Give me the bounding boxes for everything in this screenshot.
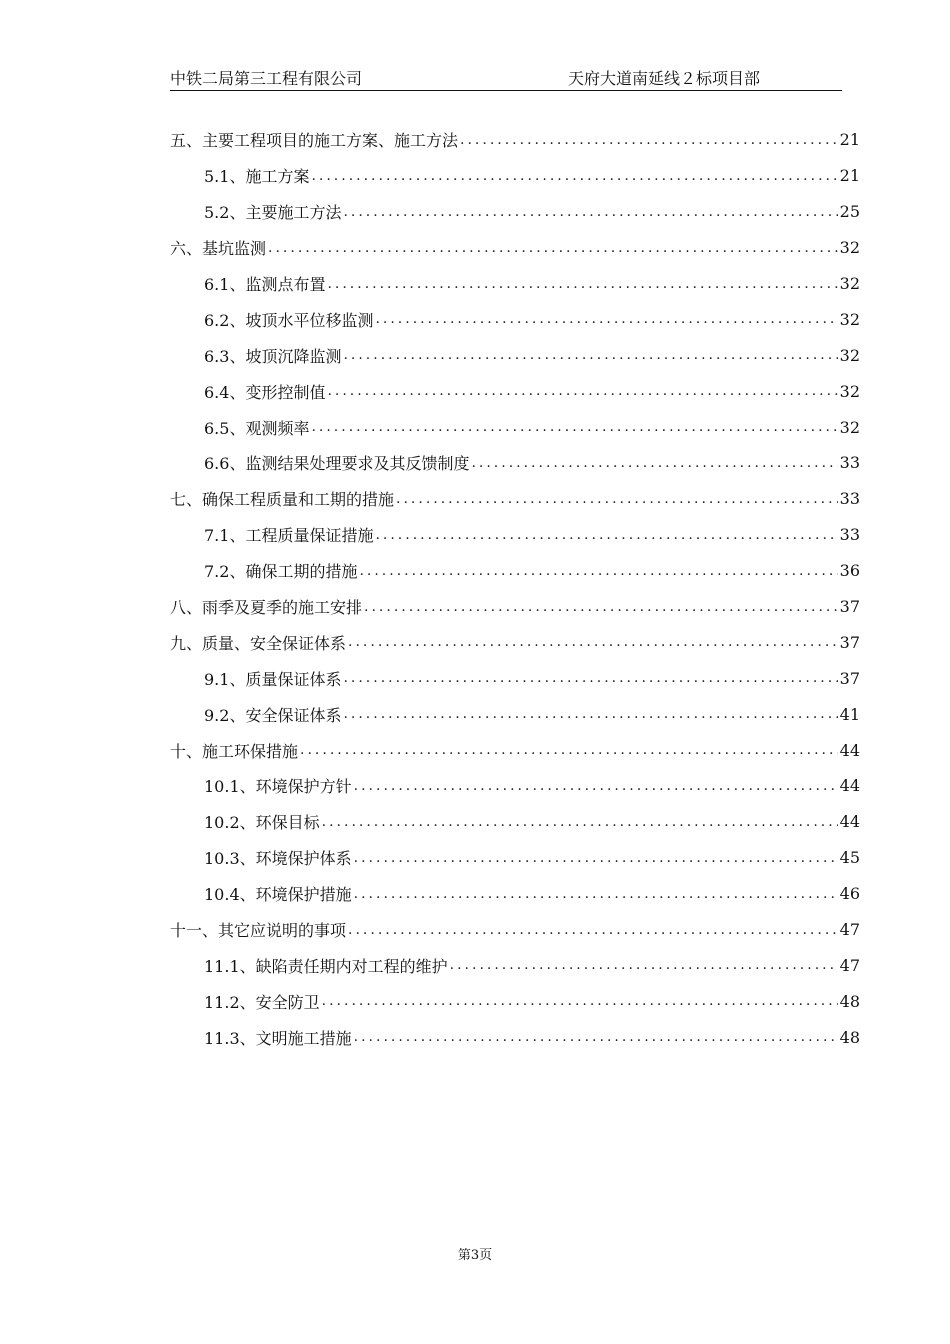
toc-entry-title: 6.1、监测点布置 [204,275,326,294]
toc-dot-leader [364,600,838,614]
toc-entry-page-number: 21 [839,166,860,186]
toc-entry-page-number: 44 [839,776,860,796]
toc-entry-title: 5.1、施工方案 [204,167,310,187]
toc-entry-title: 11.3、文明施工措施 [204,1028,352,1048]
toc-section-entry[interactable] [170,266,860,302]
toc-dot-leader [396,492,838,506]
toc-entry-page-number: 25 [839,202,860,222]
toc-entry-title: 6.2、坡顶水平位移监测 [204,310,374,330]
toc-dot-leader [327,277,837,291]
toc-entry-page-number: 45 [839,848,860,868]
toc-dot-leader [354,779,838,793]
toc-dot-leader [354,1030,838,1044]
toc-dot-leader [311,420,837,434]
toc-entry-title: 6.3、坡顶沉降监测 [204,346,342,366]
toc-entry-title: 九、质量、安全保证体系 [170,633,347,653]
toc-entry-page-number: 48 [839,991,860,1011]
toc-section-entry[interactable] [170,301,860,337]
toc-chapter-entry[interactable] [170,589,860,625]
toc-dot-leader [322,815,838,829]
toc-entry-title: 六、基坑监测 [170,239,267,259]
toc-dot-leader [268,241,838,255]
toc-section-entry[interactable] [170,840,860,876]
toc-entry-title: 10.1、环境保护方针 [204,777,352,797]
toc-dot-leader [343,671,837,685]
toc-entry-page-number: 37 [839,597,860,617]
table-of-contents [170,122,860,1055]
toc-entry-page-number: 32 [839,274,860,293]
toc-chapter-entry[interactable] [170,122,860,158]
toc-entry-page-number: 32 [839,345,860,365]
toc-dot-leader [348,635,838,649]
toc-chapter-entry[interactable] [170,912,860,948]
toc-dot-leader [471,456,837,470]
toc-entry-title: 五、主要工程项目的施工方案、施工方法 [170,131,459,151]
page-header [170,68,842,91]
toc-section-entry[interactable] [170,194,860,230]
toc-entry-title: 7.1、工程质量保证措施 [204,526,374,546]
toc-dot-leader [327,384,837,398]
toc-section-entry[interactable] [170,409,860,445]
toc-dot-leader [348,923,838,937]
toc-dot-leader [354,851,838,865]
toc-section-entry[interactable] [170,804,860,840]
toc-entry-title: 八、雨季及夏季的施工安排 [170,598,363,618]
toc-entry-page-number: 33 [839,525,860,545]
toc-dot-leader [460,133,838,147]
toc-entry-page-number: 47 [839,920,860,940]
toc-entry-page-number: 37 [839,668,860,688]
toc-dot-leader [375,528,837,542]
toc-entry-page-number: 41 [839,704,860,724]
toc-chapter-entry[interactable] [170,230,860,266]
toc-entry-title: 6.4、变形控制值 [204,382,326,402]
toc-entry-title: 10.3、环境保护体系 [204,849,352,869]
toc-dot-leader [300,743,838,757]
toc-section-entry[interactable] [170,337,860,373]
header-company: 中铁二局第三工程有限公司 [170,69,363,88]
toc-entry-title: 9.1、质量保证体系 [204,669,342,689]
toc-section-entry[interactable] [170,696,860,732]
toc-dot-leader [375,312,837,326]
toc-entry-title: 11.2、安全防卫 [204,992,320,1012]
toc-section-entry[interactable] [170,1019,860,1055]
toc-section-entry[interactable] [170,158,860,194]
toc-entry-page-number: 37 [839,632,860,652]
toc-dot-leader [311,169,837,183]
toc-entry-page-number: 48 [839,1027,860,1047]
toc-section-entry[interactable] [170,947,860,983]
toc-section-entry[interactable] [170,876,860,912]
toc-dot-leader [343,205,837,219]
toc-entry-page-number: 32 [839,381,860,401]
toc-entry-title: 6.6、监测结果处理要求及其反馈制度 [204,454,470,474]
toc-entry-page-number: 33 [839,489,860,509]
toc-entry-page-number: 32 [839,417,860,437]
toc-entry-title: 7.2、确保工期的措施 [204,562,358,582]
toc-section-entry[interactable] [170,445,860,481]
page-number: 第3页 [457,1248,493,1263]
toc-entry-page-number: 36 [839,561,860,581]
toc-section-entry[interactable] [170,517,860,553]
toc-chapter-entry[interactable] [170,481,860,517]
toc-dot-leader [354,887,838,901]
toc-section-entry[interactable] [170,660,860,696]
toc-entry-title: 11.1、缺陷责任期内对工程的维护 [204,956,448,976]
toc-entry-page-number: 44 [839,812,860,832]
toc-dot-leader [322,994,838,1008]
toc-dot-leader [343,348,837,362]
toc-entry-title: 十一、其它应说明的事项 [170,921,347,941]
toc-entry-page-number: 44 [839,740,860,760]
toc-section-entry[interactable] [170,373,860,409]
toc-dot-leader [450,958,838,972]
toc-entry-title: 6.5、观测频率 [204,418,310,438]
toc-entry-title: 10.4、环境保护措施 [204,885,352,905]
toc-section-entry[interactable] [170,553,860,589]
toc-entry-title: 七、确保工程质量和工期的措施 [170,490,395,510]
toc-entry-title: 9.2、安全保证体系 [204,705,342,725]
toc-entry-page-number: 32 [839,238,860,258]
toc-section-entry[interactable] [170,983,860,1019]
toc-entry-page-number: 46 [839,884,860,904]
toc-entry-page-number: 21 [839,130,860,150]
header-project: 天府大道南延线２标项目部 [568,69,761,88]
toc-entry-page-number: 47 [839,955,860,975]
toc-entry-title: 十、施工环保措施 [170,741,299,761]
toc-entry-page-number: 33 [839,453,860,473]
toc-entry-title: 5.2、主要施工方法 [204,203,342,223]
toc-dot-leader [343,707,837,721]
toc-chapter-entry[interactable] [170,624,860,660]
toc-section-entry[interactable] [170,768,860,804]
toc-entry-title: 10.2、环保目标 [204,813,320,833]
toc-dot-leader [359,564,837,578]
toc-entry-page-number: 32 [839,309,860,329]
toc-chapter-entry[interactable] [170,732,860,768]
